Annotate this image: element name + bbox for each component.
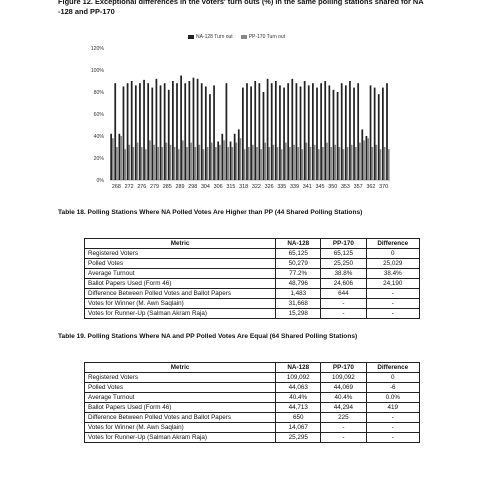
bar-pp-170 xyxy=(322,147,324,180)
bar-pp-170 xyxy=(207,147,209,180)
y-tick-label: 60% xyxy=(93,112,104,118)
bar-pp-170 xyxy=(310,147,312,180)
bar-na-128 xyxy=(176,83,178,180)
x-tick-label: 335 xyxy=(277,184,287,190)
bar-pp-170 xyxy=(215,147,217,180)
bar-pp-170 xyxy=(359,143,361,180)
x-tick-label: 268 xyxy=(111,184,121,190)
bar-pp-170 xyxy=(277,147,279,180)
bar-na-128 xyxy=(312,83,314,180)
x-tick-label: 326 xyxy=(264,184,274,190)
value-cell: 44,713 xyxy=(276,403,321,413)
x-tick-label: 289 xyxy=(175,184,185,190)
bar-pp-170 xyxy=(256,147,258,180)
bar-pp-170 xyxy=(326,143,328,180)
x-tick-label: 276 xyxy=(137,184,147,190)
bar-pp-170 xyxy=(182,140,184,180)
value-cell: 25,295 xyxy=(276,433,321,443)
bar-pp-170 xyxy=(137,143,139,180)
value-cell: 44,294 xyxy=(321,403,366,413)
bar-pp-170 xyxy=(289,147,291,180)
bar-na-128 xyxy=(324,81,326,180)
bar-pp-170 xyxy=(297,147,299,180)
bar-na-128 xyxy=(230,142,232,181)
bar-na-128 xyxy=(308,85,310,180)
bar-pp-170 xyxy=(198,145,200,180)
bar-pp-170 xyxy=(170,145,172,180)
table18-header-cell: Metric xyxy=(85,239,276,249)
bar-na-128 xyxy=(333,90,335,180)
bar-na-128 xyxy=(370,85,372,180)
bar-pp-170 xyxy=(351,145,353,180)
bar-na-128 xyxy=(197,79,199,180)
y-tick-label: 20% xyxy=(93,156,104,162)
bar-na-128 xyxy=(234,134,236,180)
bar-pp-170 xyxy=(285,143,287,180)
table-row xyxy=(85,403,420,413)
table-row xyxy=(85,289,420,299)
value-cell: 40.4% xyxy=(321,393,366,403)
bar-na-128 xyxy=(296,83,298,180)
bar-na-128 xyxy=(118,134,120,180)
bar-na-128 xyxy=(341,83,343,180)
value-cell: - xyxy=(366,423,419,433)
bar-na-128 xyxy=(164,83,166,180)
value-cell: 0 xyxy=(366,373,419,383)
bar-pp-170 xyxy=(380,149,382,180)
bar-pp-170 xyxy=(343,149,345,180)
bar-pp-170 xyxy=(219,145,221,180)
table-row xyxy=(85,279,420,289)
table18-header-cell: PP-170 xyxy=(321,239,366,249)
bar-na-128 xyxy=(275,81,277,180)
value-cell: 225 xyxy=(321,413,366,423)
value-cell: 38.4% xyxy=(366,269,419,279)
bar-na-128 xyxy=(328,85,330,180)
table-row xyxy=(85,299,420,309)
bar-na-128 xyxy=(147,83,149,180)
bar-pp-170 xyxy=(161,147,163,180)
bar-na-128 xyxy=(283,88,285,180)
bar-na-128 xyxy=(188,81,190,180)
bar-na-128 xyxy=(184,83,186,180)
bar-pp-170 xyxy=(227,147,229,180)
table-row xyxy=(85,413,420,423)
bar-na-128 xyxy=(287,83,289,180)
value-cell: -6 xyxy=(366,383,419,393)
bar-pp-170 xyxy=(145,149,147,180)
table19-header-cell: Metric xyxy=(85,363,276,373)
bar-pp-170 xyxy=(338,147,340,180)
bar-pp-170 xyxy=(124,149,126,180)
bar-na-128 xyxy=(156,79,158,180)
x-tick-label: 341 xyxy=(302,184,312,190)
bar-na-128 xyxy=(193,78,195,180)
x-tick-label: 350 xyxy=(328,184,338,190)
metric-cell: Votes for Winner (M. Awn Saqlain) xyxy=(85,423,276,433)
metric-cell: Average Turnout xyxy=(85,393,276,403)
value-cell: 109,092 xyxy=(321,373,366,383)
table-row xyxy=(85,269,420,279)
bar-na-128 xyxy=(221,134,223,180)
metric-cell: Votes for Winner (M. Awn Saqlain) xyxy=(85,299,276,309)
bar-na-128 xyxy=(304,81,306,180)
bar-pp-170 xyxy=(211,143,213,180)
x-tick-label: 353 xyxy=(340,184,350,190)
value-cell: - xyxy=(366,299,419,309)
bar-pp-170 xyxy=(194,147,196,180)
bar-na-128 xyxy=(337,92,339,180)
bar-pp-170 xyxy=(330,147,332,180)
bar-pp-170 xyxy=(157,147,159,180)
table-row xyxy=(85,433,420,443)
metric-cell: Polled Votes xyxy=(85,383,276,393)
legend-label-pp: PP-170 Turn out xyxy=(248,34,286,40)
table18 xyxy=(84,238,420,319)
value-cell: 31,668 xyxy=(276,299,321,309)
bar-na-128 xyxy=(291,79,293,180)
bar-na-128 xyxy=(151,88,153,180)
bar-na-128 xyxy=(246,83,248,180)
bar-pp-170 xyxy=(273,145,275,180)
bar-na-128 xyxy=(258,83,260,180)
bar-na-128 xyxy=(135,85,137,180)
bar-na-128 xyxy=(168,90,170,180)
bar-na-128 xyxy=(263,92,265,180)
table-row xyxy=(85,423,420,433)
bar-pp-170 xyxy=(314,145,316,180)
bar-pp-170 xyxy=(120,136,122,180)
bar-pp-170 xyxy=(133,147,135,180)
table-row xyxy=(85,259,420,269)
bar-na-128 xyxy=(378,94,380,180)
metric-cell: Votes for Runner-Up (Salman Akram Raja) xyxy=(85,433,276,443)
bar-pp-170 xyxy=(260,149,262,180)
table19-header-cell: Difference xyxy=(366,363,419,373)
y-tick-label: 120% xyxy=(90,46,104,52)
bar-pp-170 xyxy=(231,147,233,180)
bar-na-128 xyxy=(349,81,351,180)
bar-pp-170 xyxy=(190,143,192,180)
value-cell: 14,067 xyxy=(276,423,321,433)
table18-header-cell: Difference xyxy=(366,239,419,249)
bar-na-128 xyxy=(127,83,129,180)
x-tick-label: 315 xyxy=(226,184,236,190)
x-tick-label: 306 xyxy=(213,184,223,190)
bar-na-128 xyxy=(300,87,302,181)
bar-pp-170 xyxy=(264,143,266,180)
bar-pp-170 xyxy=(252,145,254,180)
value-cell: 0 xyxy=(366,249,419,259)
bar-na-128 xyxy=(139,83,141,180)
metric-cell: Registered Voters xyxy=(85,373,276,383)
turnout-bar-chart xyxy=(0,0,480,200)
x-tick-label: 339 xyxy=(290,184,300,190)
bar-pp-170 xyxy=(355,147,357,180)
bar-pp-170 xyxy=(240,138,242,180)
bar-na-128 xyxy=(131,81,133,180)
x-tick-label: 345 xyxy=(315,184,325,190)
value-cell: - xyxy=(321,433,366,443)
metric-cell: Votes for Runner-Up (Salman Akram Raja) xyxy=(85,309,276,319)
value-cell: 644 xyxy=(321,289,366,299)
metric-cell: Difference Between Polled Votes and Ballot Papers xyxy=(85,289,276,299)
bar-na-128 xyxy=(345,85,347,180)
bar-na-128 xyxy=(226,83,228,180)
y-tick-label: 40% xyxy=(93,134,104,140)
table19-header-row xyxy=(85,363,420,373)
value-cell: 650 xyxy=(276,413,321,423)
value-cell: - xyxy=(321,423,366,433)
bar-pp-170 xyxy=(141,147,143,180)
bar-pp-170 xyxy=(388,149,390,180)
value-cell: 419 xyxy=(366,403,419,413)
bar-na-128 xyxy=(143,80,145,180)
table18-header-cell: NA-128 xyxy=(276,239,321,249)
x-tick-label: 285 xyxy=(162,184,172,190)
value-cell: 44,063 xyxy=(276,383,321,393)
bar-na-128 xyxy=(201,83,203,180)
bar-na-128 xyxy=(114,83,116,180)
bar-pp-170 xyxy=(223,140,225,180)
bar-na-128 xyxy=(366,136,368,180)
bar-pp-170 xyxy=(268,147,270,180)
table-row xyxy=(85,393,420,403)
x-tick-label: 318 xyxy=(239,184,249,190)
bar-pp-170 xyxy=(281,149,283,180)
bar-pp-170 xyxy=(334,145,336,180)
bar-na-128 xyxy=(238,129,240,180)
metric-cell: Average Turnout xyxy=(85,269,276,279)
table-row xyxy=(85,373,420,383)
value-cell: 25,250 xyxy=(321,259,366,269)
table19 xyxy=(84,362,420,443)
bar-pp-170 xyxy=(244,149,246,180)
bar-na-128 xyxy=(180,76,182,181)
bar-na-128 xyxy=(386,83,388,180)
table18-header-row xyxy=(85,239,420,249)
bar-pp-170 xyxy=(203,149,205,180)
value-cell: 0.0% xyxy=(366,393,419,403)
bar-pp-170 xyxy=(166,143,168,180)
bar-pp-170 xyxy=(371,147,373,180)
value-cell: 24,606 xyxy=(321,279,366,289)
value-cell: 25,029 xyxy=(366,259,419,269)
table19-header-cell: NA-128 xyxy=(276,363,321,373)
value-cell: - xyxy=(321,299,366,309)
bar-na-128 xyxy=(316,88,318,180)
value-cell: 50,279 xyxy=(276,259,321,269)
bar-pp-170 xyxy=(116,147,118,180)
value-cell: 1,483 xyxy=(276,289,321,299)
bar-pp-170 xyxy=(384,147,386,180)
bar-pp-170 xyxy=(301,149,303,180)
metric-cell: Ballot Papers Used (Form 46) xyxy=(85,279,276,289)
x-tick-label: 370 xyxy=(379,184,389,190)
bar-pp-170 xyxy=(318,149,320,180)
value-cell: 65,125 xyxy=(321,249,366,259)
bar-na-128 xyxy=(172,81,174,180)
bar-na-128 xyxy=(357,83,359,180)
x-tick-label: 272 xyxy=(124,184,134,190)
legend-label-na: NA-128 Turn out xyxy=(196,34,233,40)
bar-na-128 xyxy=(382,88,384,180)
bar-pp-170 xyxy=(367,138,369,180)
value-cell: 109,092 xyxy=(276,373,321,383)
x-tick-label: 304 xyxy=(200,184,210,190)
x-tick-label: 322 xyxy=(251,184,261,190)
value-cell: - xyxy=(366,289,419,299)
bar-pp-170 xyxy=(128,145,130,180)
figure-title: Figure 12. Exceptional differences in the voters' turn outs (%) in the same polling stations shared for NA -128 and PP-170 xyxy=(58,0,424,16)
bar-pp-170 xyxy=(248,147,250,180)
value-cell: - xyxy=(366,413,419,423)
x-tick-label: 279 xyxy=(150,184,160,190)
bar-na-128 xyxy=(271,83,273,180)
value-cell: - xyxy=(366,309,419,319)
bar-na-128 xyxy=(279,85,281,180)
metric-cell: Registered Voters xyxy=(85,249,276,259)
bar-na-128 xyxy=(123,87,125,181)
bar-na-128 xyxy=(361,129,363,180)
table19-caption: Table 19. Polling Stations Where NA and PP Polled Votes Are Equal (64 Shared Polling Stations) xyxy=(58,333,358,340)
bar-pp-170 xyxy=(112,138,114,180)
bar-pp-170 xyxy=(149,140,151,180)
bar-pp-170 xyxy=(174,147,176,180)
y-tick-label: 100% xyxy=(90,68,104,74)
value-cell: 77.2% xyxy=(276,269,321,279)
bar-na-128 xyxy=(217,142,219,181)
bar-na-128 xyxy=(110,134,112,180)
table18-caption: Table 18. Polling Stations Where NA Polled Votes Are Higher than PP (44 Shared Polling Stations) xyxy=(58,209,363,216)
value-cell: 44,069 xyxy=(321,383,366,393)
x-tick-label: 362 xyxy=(366,184,376,190)
table19-header-cell: PP-170 xyxy=(321,363,366,373)
bar-pp-170 xyxy=(376,145,378,180)
bar-na-128 xyxy=(250,87,252,181)
table-row xyxy=(85,249,420,259)
value-cell: 15,298 xyxy=(276,309,321,319)
bar-pp-170 xyxy=(347,147,349,180)
bar-na-128 xyxy=(320,83,322,180)
x-tick-label: 357 xyxy=(353,184,363,190)
y-tick-label: 0% xyxy=(96,178,104,184)
y-tick-label: 80% xyxy=(93,90,104,96)
bar-pp-170 xyxy=(293,145,295,180)
bar-na-128 xyxy=(267,79,269,180)
value-cell: 65,125 xyxy=(276,249,321,259)
bar-pp-170 xyxy=(236,143,238,180)
metric-cell: Ballot Papers Used (Form 46) xyxy=(85,403,276,413)
bar-pp-170 xyxy=(186,147,188,180)
bar-na-128 xyxy=(353,88,355,180)
metric-cell: Polled Votes xyxy=(85,259,276,269)
bar-na-128 xyxy=(374,88,376,180)
bar-pp-170 xyxy=(153,145,155,180)
bar-pp-170 xyxy=(363,140,365,180)
bar-na-128 xyxy=(160,85,162,180)
bar-na-128 xyxy=(213,85,215,180)
value-cell: - xyxy=(321,309,366,319)
metric-cell: Difference Between Polled Votes and Ballot Papers xyxy=(85,413,276,423)
bar-pp-170 xyxy=(178,149,180,180)
value-cell: 40.4% xyxy=(276,393,321,403)
value-cell: - xyxy=(366,433,419,443)
value-cell: 24,190 xyxy=(366,279,419,289)
bar-na-128 xyxy=(209,94,211,180)
table-row xyxy=(85,309,420,319)
bar-na-128 xyxy=(242,88,244,180)
table-row xyxy=(85,383,420,393)
value-cell: 48,796 xyxy=(276,279,321,289)
x-tick-label: 298 xyxy=(188,184,198,190)
bar-na-128 xyxy=(205,87,207,181)
bar-pp-170 xyxy=(306,143,308,180)
bar-na-128 xyxy=(254,81,256,180)
value-cell: 38.8% xyxy=(321,269,366,279)
